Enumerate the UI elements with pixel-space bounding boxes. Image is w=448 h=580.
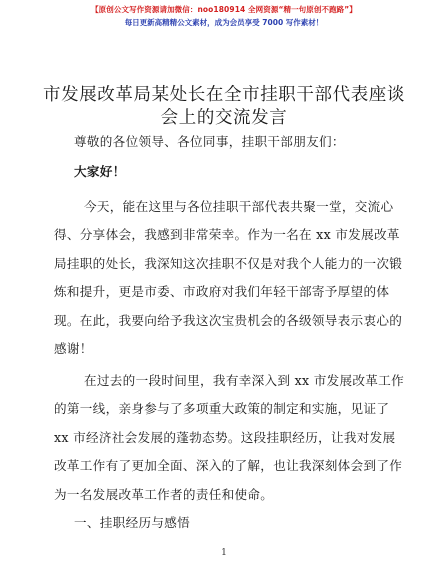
promo-banner-line-1: 【原创公文写作资源请加微信：noo180914 全网资源“精一句原创不跑路”】 — [91, 5, 357, 14]
section-heading: 一、挂职经历与感悟 — [74, 515, 191, 530]
body-line: 现。在此，我要向给予我这次宝贵机会的各级领导表示衷心的 — [54, 313, 403, 328]
title-line-1: 市发展改革局某处长在全市挂职干部代表座谈 — [43, 85, 405, 105]
body-line: 炼和提升，更是市委、市政府对我们年轻干部寄予厚望的体 — [54, 284, 390, 299]
document-title — [40, 84, 408, 130]
promo-banner-line-2: 每日更新高精精公文素材，成为会员享受 7000 写作素材！ — [124, 18, 324, 27]
body-line: 的第一线，亲身参与了多项重大政策的制定和实施，见证了 — [54, 401, 390, 416]
body-line: 为一名发展改革工作者的责任和使命。 — [54, 487, 274, 502]
body-line: 今天，能在这里与各位挂职干部代表共聚一堂，交流心 — [84, 199, 394, 214]
body-line: xx 市经济社会发展的蓬勃态势。这段挂职经历，让我对发展 — [54, 430, 396, 445]
title-line-2: 会上的交流发言 — [160, 108, 288, 128]
promo-banner — [0, 3, 448, 29]
body-line: 局挂职的处长，我深知这次挂职不仅是对我个人能力的一次锻 — [54, 256, 403, 271]
body-line: 在过去的一段时间里，我有幸深入到 xx 市发展改革工作 — [84, 373, 404, 388]
body-line: 改革工作有了更加全面、深入的了解，也让我深刻体会到了作 — [54, 458, 403, 473]
body-line: 得、分享体会，我感到非常荣幸。作为一名在 xx 市发展改革 — [54, 227, 400, 242]
salutation: 尊敬的各位领导、各位同事，挂职干部朋友们： — [74, 134, 345, 149]
body-line: 感谢！ — [54, 341, 93, 356]
page-number: 1 — [221, 548, 227, 558]
greeting: 大家好！ — [74, 164, 126, 179]
